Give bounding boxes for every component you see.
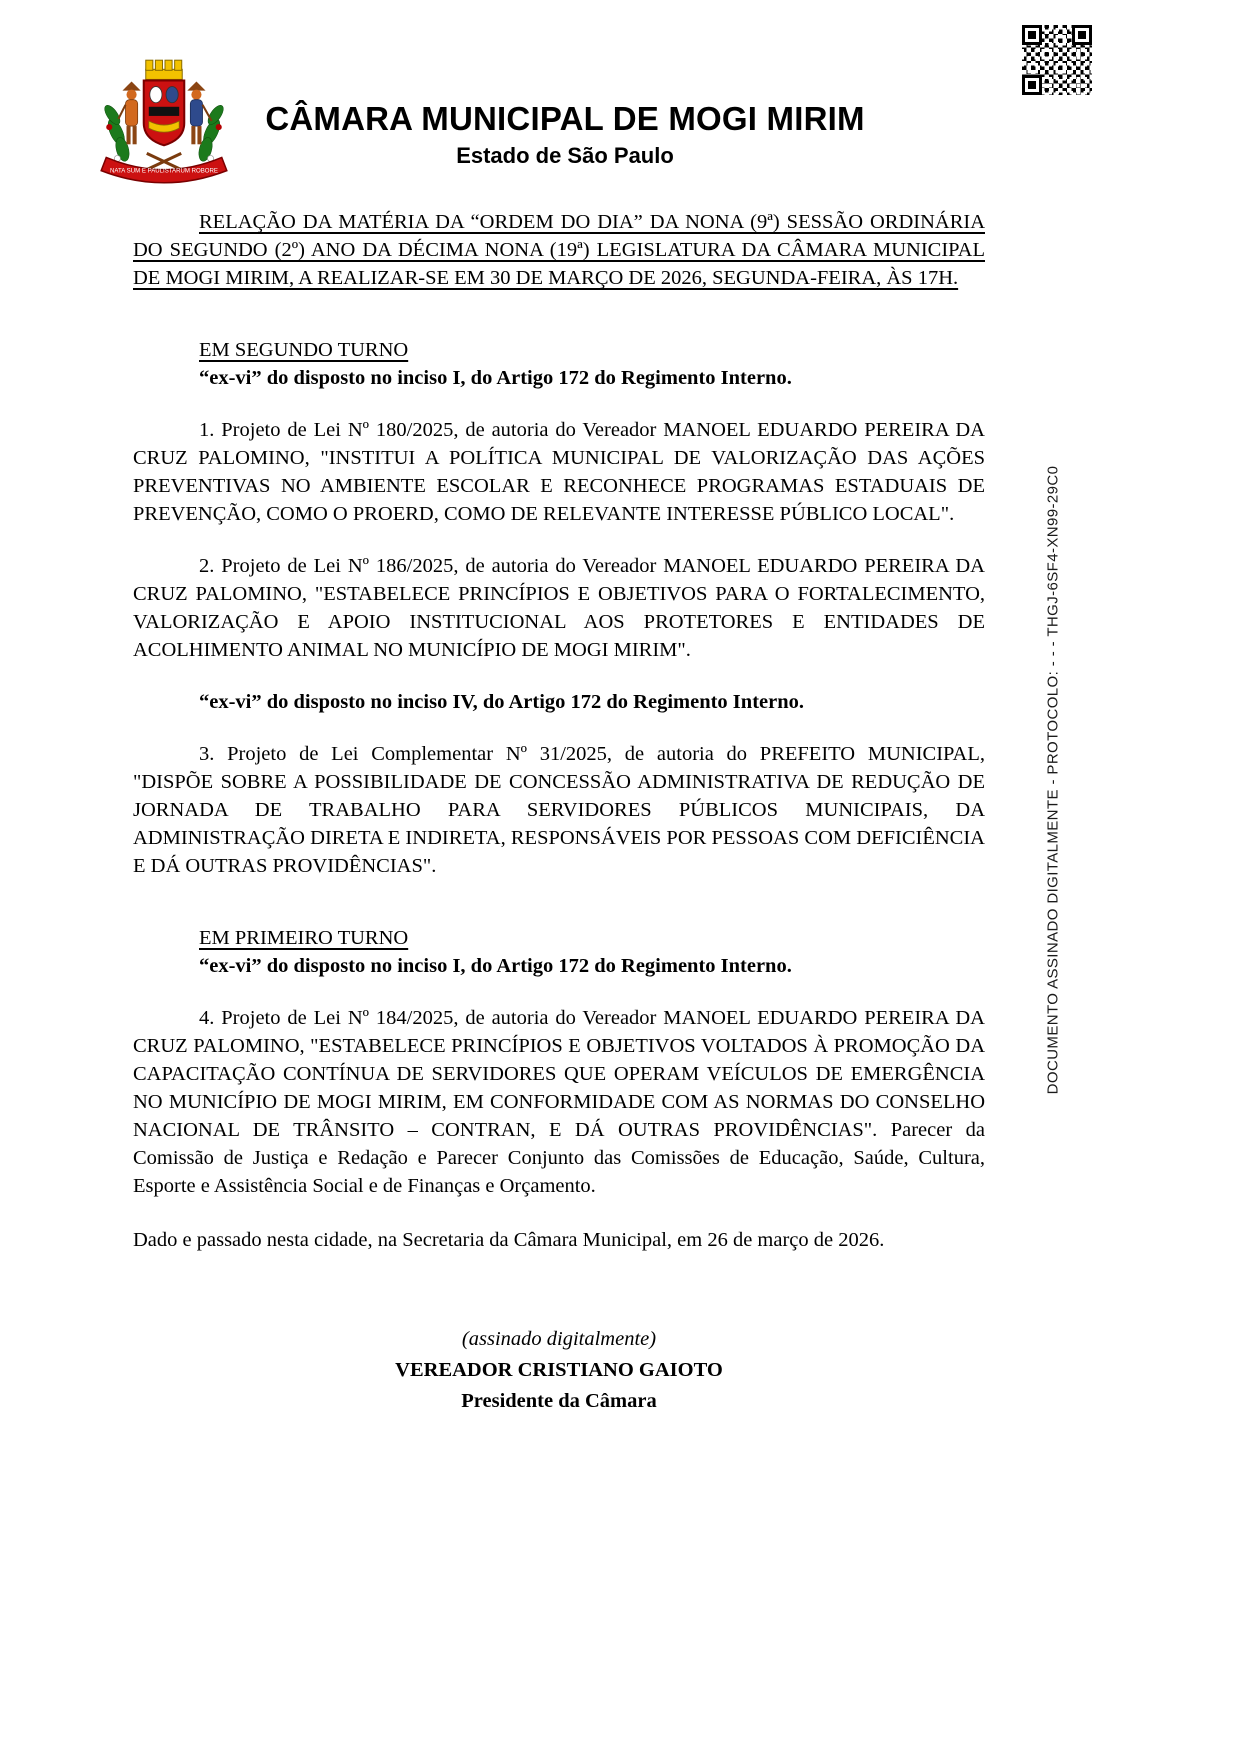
qr-finder bbox=[1072, 25, 1092, 45]
qr-finder bbox=[1022, 25, 1042, 45]
section-first-turn bbox=[199, 924, 985, 980]
header-subtitle: Estado de São Paulo bbox=[456, 143, 674, 168]
coat-of-arms bbox=[88, 56, 240, 188]
signature-role: Presidente da Câmara bbox=[461, 1390, 657, 1412]
closing-statement: Dado e passado nesta cidade, na Secretaria da Câmara Municipal, em 26 de março de 2026. bbox=[133, 1229, 885, 1251]
coat-of-arms-motto: NATA SUM E PAULISTARUM ROBORE bbox=[110, 167, 218, 175]
section-rule: “ex-vi” do disposto no inciso IV, do Artigo 172 do Regimento Interno. bbox=[199, 691, 804, 713]
document-header bbox=[235, 100, 895, 169]
signature-name: VEREADOR CRISTIANO GAIOTO bbox=[395, 1359, 723, 1381]
qr-code-icon bbox=[1022, 25, 1092, 95]
section-rule: “ex-vi” do disposto no inciso I, do Artigo 172 do Regimento Interno. bbox=[199, 367, 792, 389]
agenda-item-2: 2. Projeto de Lei Nº 186/2025, de autoria do Vereador MANOEL EDUARDO PEREIRA DA CRUZ PALOMINO, "ESTABELECE PRINCÍPIOS E OBJETIVOS PARA O FORTALECIMENTO, VALORIZAÇÃO E APOIO INSTITUCIONAL AOS PROTETORES E ENTIDADES DE ACOLHIMENTO ANIMAL NO MUNICÍPIO DE MOGI MIRIM". bbox=[133, 555, 985, 661]
page-title: CÂMARA MUNICIPAL DE MOGI MIRIM bbox=[265, 100, 865, 137]
document-body bbox=[133, 208, 985, 1417]
section-rule: “ex-vi” do disposto no inciso I, do Artigo 172 do Regimento Interno. bbox=[199, 955, 792, 977]
intro-paragraph: RELAÇÃO DA MATÉRIA DA “ORDEM DO DIA” DA NONA (9ª) SESSÃO ORDINÁRIA DO SEGUNDO (2º) ANO DA DÉCIMA NONA (19ª) LEGISLATURA DA CÂMARA MUNICIPAL DE MOGI MIRIM, A REALIZAR-SE EM 30 DE MARÇO DE 2026, SEGUNDA-FEIRA, ÀS 17H. bbox=[133, 211, 985, 289]
agenda-item-1: 1. Projeto de Lei Nº 180/2025, de autoria do Vereador MANOEL EDUARDO PEREIRA DA CRUZ PALOMINO, "INSTITUI A POLÍTICA MUNICIPAL DE VALORIZAÇÃO DAS AÇÕES PREVENTIVAS NO AMBIENTE ESCOLAR E RECONHECE PROGRAMAS ESTADUAIS DE PREVENÇÃO, COMO O PROERD, COMO DE RELEVANTE INTERESSE PÚBLICO LOCAL". bbox=[133, 419, 985, 525]
qr-finder bbox=[1022, 75, 1042, 95]
agenda-item-4: 4. Projeto de Lei Nº 184/2025, de autoria do Vereador MANOEL EDUARDO PEREIRA DA CRUZ PALOMINO, "ESTABELECE PRINCÍPIOS E OBJETIVOS VOLTADOS À PROMOÇÃO DA CAPACITAÇÃO CONTÍNUA DE SERVIDORES QUE OPERAM VEÍCULOS DE EMERGÊNCIA NO MUNICÍPIO DE MOGI MIRIM, EM CONFORMIDADE COM AS NORMAS DO CONSELHO NACIONAL DE TRÂNSITO – CONTRAN, E DÁ OUTRAS PROVIDÊNCIAS". Parecer da Comissão de Justiça e Redação e Parecer Conjunto das Comissões de Educação, Saúde, Cultura, Esporte e Assistência Social e de Finanças e Orçamento. bbox=[133, 1007, 985, 1197]
signature-block bbox=[133, 1324, 985, 1417]
signature-note: (assinado digitalmente) bbox=[461, 1328, 657, 1350]
section-heading: EM PRIMEIRO TURNO bbox=[199, 927, 409, 949]
section-second-turn bbox=[199, 336, 985, 392]
section-heading: EM SEGUNDO TURNO bbox=[199, 339, 409, 361]
digital-signature-protocol: DOCUMENTO ASSINADO DIGITALMENTE - PROTOCOLO: - - - THGJ-6SF4-XN99-29C0 bbox=[1044, 465, 1062, 1095]
agenda-item-3: 3. Projeto de Lei Complementar Nº 31/2025, de autoria do PREFEITO MUNICIPAL, "DISPÕE SOBRE A POSSIBILIDADE DE CONCESSÃO ADMINISTRATIVA DE REDUÇÃO DE JORNADA DE TRABALHO PARA SERVIDORES PÚBLICOS MUNICIPAIS, DA ADMINISTRAÇÃO DIRETA E INDIRETA, RESPONSÁVEIS POR PESSOAS COM DEFICIÊNCIA E DÁ OUTRAS PROVIDÊNCIAS". bbox=[133, 743, 985, 877]
